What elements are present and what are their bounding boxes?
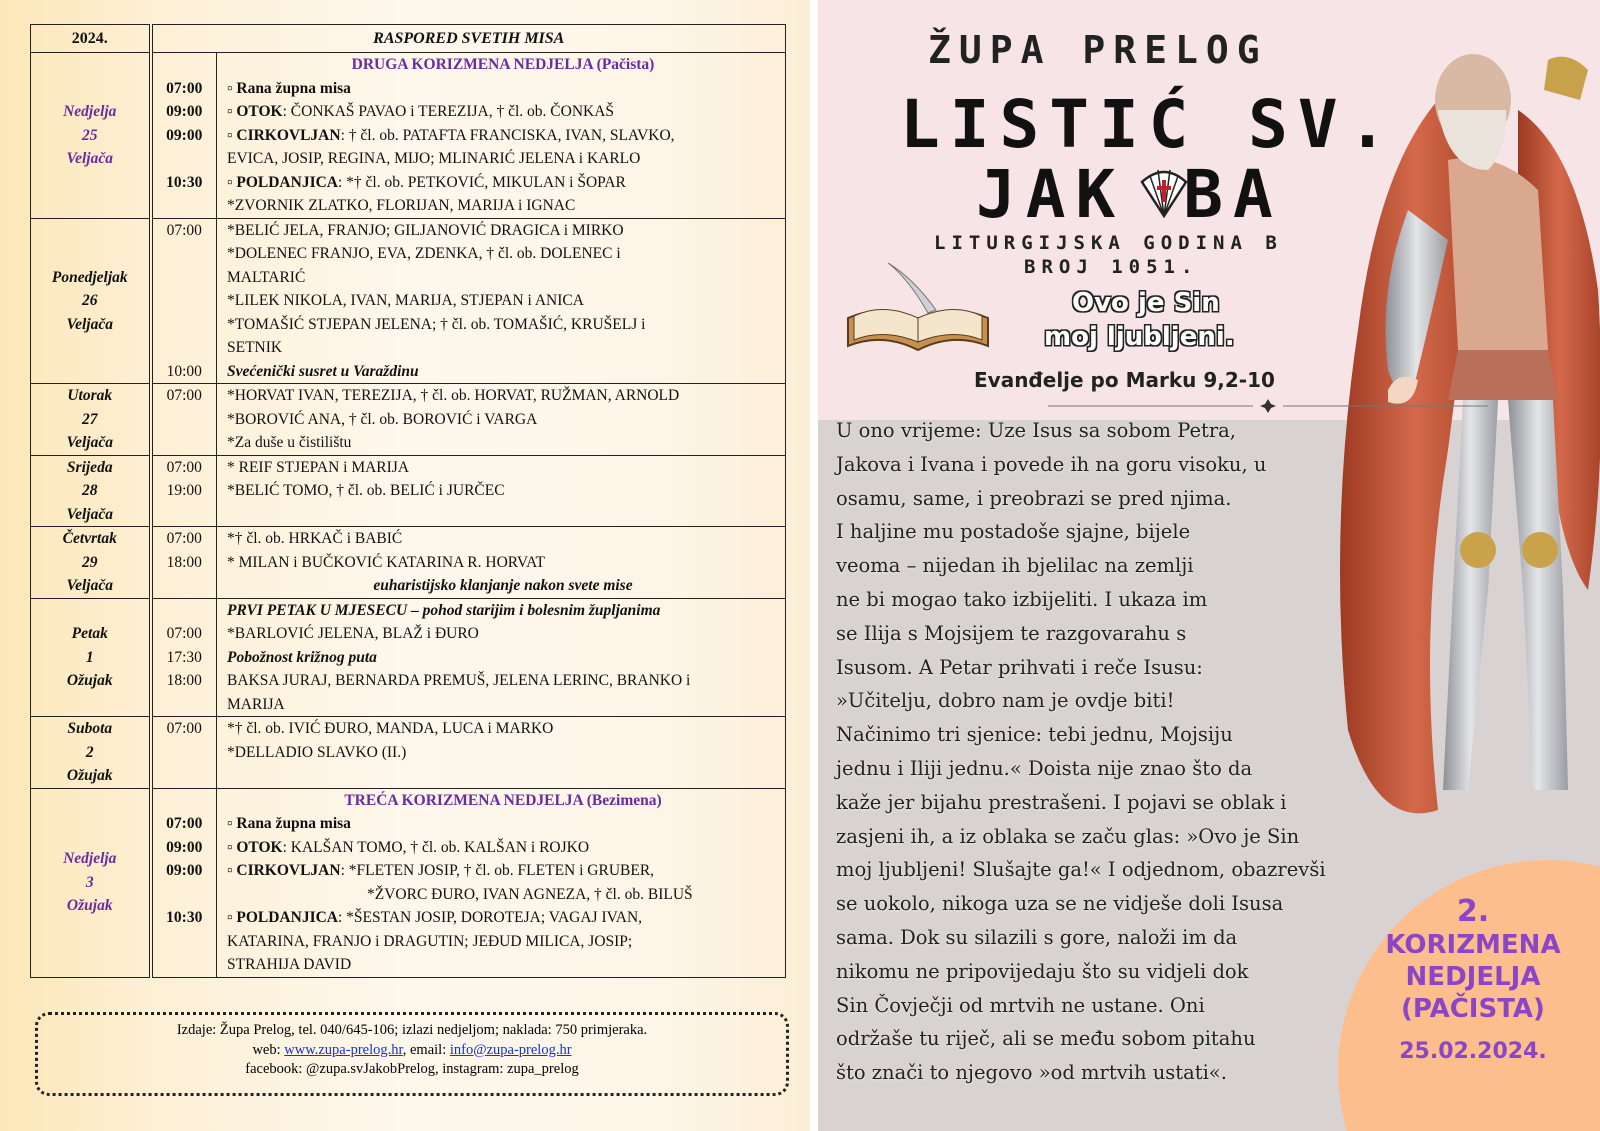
gospel-line: Jakova i Ivana i povede ih na goru visoku, u: [836, 452, 1267, 476]
chapel-name: ▫ CIRKOVLJAN: [227, 126, 341, 144]
schedule-day-row: [31, 788, 786, 977]
day-cell: [31, 598, 151, 717]
gospel-line: održaše tu riječ, ali se među sobom pitahu: [836, 1027, 1256, 1051]
intention-line: *† čl. ob. HRKAČ i BABIĆ: [227, 530, 403, 547]
footer-social-line: facebook: @zupa.svJakobPrelog, instagram: zupa_prelog: [245, 1061, 579, 1077]
email-link[interactable]: info@zupa-prelog.hr: [449, 1041, 572, 1058]
intention-line: SETNIK: [227, 339, 283, 356]
day-day: Nedjelja: [63, 103, 117, 120]
schedule-day-row: [31, 598, 786, 717]
gospel-reference: Evanđelje po Marku 9,2-10: [974, 368, 1275, 392]
intention-line: *Za duše u čistilištu: [227, 434, 352, 451]
schedule-day-row: [31, 717, 786, 789]
mass-time: 09:00: [166, 838, 203, 856]
mass-time: [153, 266, 217, 290]
intention-line: euharistijsko klanjanje nakon svete mise: [373, 577, 633, 594]
schedule-heading: RASPORED SVETIH MISA: [151, 25, 786, 53]
mass-time: [153, 741, 217, 765]
intention-line: ▫ CIRKOVLJAN: † čl. ob. PATAFTA FRANCISKA, IVAN, SLAVKO,: [227, 126, 675, 144]
gospel-line: moj ljubljeni! Slušajte ga!« I odjednom, obazrevši: [836, 858, 1326, 882]
day-num: 3: [85, 873, 94, 891]
day-cell: [31, 53, 151, 219]
open-book-quill-icon: [838, 258, 998, 363]
intention-line: ▫ Rana župna misa: [227, 815, 351, 832]
intention-line: BAKSA JURAJ, BERNARDA PREMUŠ, JELENA LERINC, BRANKO i: [227, 672, 691, 689]
day-month: Veljača: [66, 434, 113, 451]
schedule-day-row: [31, 53, 786, 219]
publisher-footer: [35, 1012, 789, 1096]
sunday-title: DRUGA KORIZMENA NEDJELJA (Pačista): [351, 56, 655, 73]
intention-line: *LILEK NIKOLA, IVAN, MARIJA, STJEPAN i ANICA: [227, 292, 584, 309]
intention-line: Svećenički susret u Varaždinu: [227, 362, 419, 380]
intentions-cell: [217, 788, 786, 977]
gospel-line: kaže jer bijahu prestrašeni. I pojavi se oblak i: [836, 790, 1287, 814]
intention-line: ▫ OTOK: ČONKAŠ PAVAO i TEREZIJA, † čl. ob. ČONKAŠ: [227, 103, 615, 120]
day-month: Ožujak: [66, 897, 113, 915]
mass-time: [153, 883, 217, 907]
day-month: Veljača: [66, 150, 113, 167]
day-day: Srijeda: [66, 458, 113, 476]
day-cell: [31, 788, 151, 977]
mass-time: [153, 147, 217, 171]
intention-line: KATARINA, FRANJO i DRAGUTIN; JEĐUD MILICA, JOSIP;: [227, 932, 633, 950]
mass-time: [153, 574, 217, 598]
cross-divider-icon: [1048, 398, 1488, 414]
footer-email-label: , email:: [402, 1041, 450, 1058]
mass-time: 07:00: [166, 221, 202, 239]
mass-time: [153, 53, 217, 77]
intention-line: [227, 764, 779, 788]
day-month: Ožujak: [66, 672, 113, 689]
intention-line: MALTARIĆ: [227, 268, 306, 286]
title-part-jak: JAK: [976, 156, 1126, 233]
gospel-line: sama. Dok su silazili s gore, naloži im da: [836, 925, 1238, 949]
schedule-day-row: [31, 455, 786, 527]
gospel-line: se Ilija s Mojsijem te razgovarahu s: [836, 621, 1187, 645]
issue-number: BROJ 1051.: [1024, 256, 1199, 278]
intentions-cell: [217, 527, 786, 599]
gospel-line: I haljine mu postadoše sjajne, bijele: [836, 520, 1191, 544]
gospel-line: ne bi mogao tako izbijeliti. I ukaza im: [836, 587, 1208, 611]
mass-time: [153, 693, 217, 717]
gospel-line: što znači to njegovo »od mrtvih ustati«.: [836, 1061, 1227, 1085]
chapel-name: ▫ CIRKOVLJAN: [227, 862, 341, 879]
mass-time: 10:30: [166, 909, 203, 926]
footer-web-label: web:: [252, 1041, 285, 1058]
sunday-badge: [1348, 895, 1598, 1067]
intention-line: ▫ Rana župna misa: [227, 79, 351, 97]
time-cell: [151, 717, 217, 789]
intention-line: EVICA, JOSIP, REGINA, MIJO; MLINARIĆ JELENA i KARLO: [227, 150, 641, 167]
mass-time: [153, 336, 217, 360]
mass-time: 07:00: [166, 458, 202, 476]
intention-line: ▫ CIRKOVLJAN: *FLETEN JOSIP, † čl. ob. FLETEN i GRUBER,: [227, 862, 655, 879]
intention-line: *HORVAT IVAN, TEREZIJA, † čl. ob. HORVAT, RUŽMAN, ARNOLD: [227, 387, 680, 404]
day-num: 29: [82, 553, 98, 571]
schedule-day-row: [31, 527, 786, 599]
time-cell: [151, 384, 217, 456]
mass-time: [153, 408, 217, 432]
mass-time: [153, 431, 217, 455]
intentions-cell: [217, 53, 786, 219]
day-month: Veljača: [66, 505, 113, 523]
day-day: Četvrtak: [62, 530, 117, 547]
day-month: Veljača: [66, 315, 113, 333]
intention-line: * REIF STJEPAN i MARIJA: [227, 458, 410, 476]
time-cell: [151, 218, 217, 384]
day-month: Veljača: [66, 577, 113, 594]
intention-line: MARIJA: [227, 695, 285, 713]
leaflet-title-line2: [976, 156, 1283, 233]
intentions-cell: [217, 384, 786, 456]
day-day: Utorak: [67, 387, 113, 404]
footer-contact-line: [38, 1041, 786, 1061]
intention-line: *ŽVORC ĐURO, IVAN AGNEZA, † čl. ob. BILUŠ: [367, 885, 693, 903]
mass-time: 18:00: [166, 553, 202, 571]
website-link[interactable]: www.zupa-prelog.hr: [284, 1041, 403, 1058]
quote-line2: moj ljubljeni.: [1044, 322, 1235, 352]
day-num: 2: [85, 743, 94, 761]
day-num: 27: [82, 410, 98, 428]
quote-line1: Ovo je Sin: [1072, 288, 1220, 318]
mass-time: 09:00: [166, 126, 203, 144]
mass-time: 09:00: [166, 103, 203, 120]
time-cell: [151, 53, 217, 219]
gospel-line: nikomu ne pripovijedaju što su vidjeli dok: [836, 959, 1249, 983]
mass-schedule-table: [30, 24, 786, 978]
day-cell: [31, 384, 151, 456]
intention-line: STRAHIJA DAVID: [227, 956, 352, 973]
year-cell: 2024.: [31, 25, 151, 53]
day-cell: [31, 218, 151, 384]
sunday-line2: NEDJELJA: [1405, 962, 1541, 992]
day-num: 1: [85, 648, 94, 666]
mass-time: [153, 953, 217, 977]
day-cell: [31, 717, 151, 789]
intention-line: *DELLADIO SLAVKO (II.): [227, 743, 407, 761]
parish-name: ŽUPA PRELOG: [928, 28, 1268, 72]
gospel-line: U ono vrijeme: Uze Isus sa sobom Petra,: [836, 419, 1237, 442]
chapel-name: ▫ OTOK: [227, 103, 283, 120]
mass-time: 07:00: [166, 625, 202, 642]
intentions-cell: [217, 218, 786, 384]
schedule-header-row: [31, 25, 786, 53]
leaflet-title-line1: LISTIĆ SV.: [900, 86, 1398, 163]
intention-line: *DOLENEC FRANJO, EVA, ZDENKA, † čl. ob. DOLENEC i: [227, 245, 621, 262]
cover-panel: [818, 0, 1600, 1131]
mass-time: [153, 242, 217, 266]
time-cell: [151, 598, 217, 717]
intention-line: PRVI PETAK U MJESECU – pohod starijim i bolesnim župljanima: [227, 601, 661, 619]
mass-time: [153, 764, 217, 788]
time-cell: [151, 788, 217, 977]
footer-publisher-line: Izdaje: Župa Prelog, tel. 040/645-106; izlazi nedjeljom; naklada: 750 primjeraka.: [176, 1022, 648, 1038]
schedule-day-row: [31, 218, 786, 384]
intention-line: ▫ OTOK: KALŠAN TOMO, † čl. ob. KALŠAN i ROJKO: [227, 838, 590, 856]
day-num: 26: [82, 292, 98, 309]
gospel-line: Isusom. A Petar prihvati i reče Isusu:: [836, 655, 1203, 679]
gospel-line: osamu, same, i preobrazi se pred njima.: [836, 486, 1232, 510]
liturgical-year: LITURGIJSKA GODINA B: [934, 232, 1283, 254]
intention-line: [227, 503, 779, 527]
intention-line: * MILAN i BUČKOVIĆ KATARINA R. HORVAT: [227, 553, 546, 571]
mass-time: 07:00: [166, 387, 202, 404]
day-cell: [31, 455, 151, 527]
mass-time: 07:00: [166, 79, 203, 97]
mass-time: [153, 194, 217, 218]
day-cell: [31, 527, 151, 599]
time-cell: [151, 527, 217, 599]
intentions-cell: [217, 598, 786, 717]
gospel-line: veoma – nijedan ih bjelilac na zemlji: [836, 554, 1194, 578]
time-cell: [151, 455, 217, 527]
sunday-line1: KORIZMENA: [1385, 930, 1561, 960]
chapel-name: ▫ POLDANJICA: [227, 173, 338, 191]
gospel-text: [836, 414, 1396, 1090]
intention-line: *BOROVIĆ ANA, † čl. ob. BOROVIĆ i VARGA: [227, 410, 538, 428]
intentions-cell: [217, 455, 786, 527]
mass-time: [153, 599, 217, 623]
intentions-cell: [217, 717, 786, 789]
mass-time: 18:00: [166, 672, 202, 689]
sunday-number: 2.: [1456, 894, 1490, 929]
intention-line: *BELIĆ TOMO, † čl. ob. BELIĆ i JURČEC: [227, 482, 505, 499]
day-day: Subota: [67, 720, 113, 737]
intention-line: *† čl. ob. IVIĆ ĐURO, MANDA, LUCA i MARKO: [227, 720, 554, 737]
mass-time: [153, 289, 217, 313]
intention-line: *BELIĆ JELA, FRANJO; GILJANOVIĆ DRAGICA i MIRKO: [227, 221, 624, 239]
day-day: Ponedjeljak: [51, 268, 128, 286]
mass-time: 17:30: [166, 648, 202, 666]
mass-time: 09:00: [166, 862, 203, 879]
mass-time: [153, 930, 217, 954]
day-num: 25: [82, 126, 98, 144]
scallop-shell-icon: [1134, 160, 1194, 220]
gospel-line: »Učitelju, dobro nam je ovdje biti!: [836, 689, 1175, 713]
mass-time: [153, 313, 217, 337]
sunday-line3: (PAČISTA): [1401, 994, 1545, 1024]
gospel-line: jednu i Iliji jednu.« Doista nije znao što da: [836, 756, 1253, 780]
chapel-name: ▫ OTOK: [227, 838, 283, 856]
mass-time: [153, 789, 217, 813]
mass-time: 07:00: [166, 720, 202, 737]
day-day: Nedjelja: [63, 850, 117, 868]
mass-time: [153, 503, 217, 527]
intention-line: *ZVORNIK ZLATKO, FLORIJAN, MARIJA i IGNAC: [227, 197, 576, 214]
gospel-line: se uokolo, nikoga uza se ne vidješe doli Isusa: [836, 892, 1284, 916]
mass-time: 07:00: [166, 530, 202, 547]
intention-line: *TOMAŠIĆ STJEPAN JELENA; † čl. ob. TOMAŠIĆ, KRUŠELJ i: [227, 315, 646, 333]
intention-line: Pobožnost križnog puta: [227, 648, 377, 666]
gospel-line: Sin Čovječji od mrtvih ne ustane. Oni: [836, 993, 1205, 1017]
gospel-line: Načinimo tri sjenice: tebi jednu, Mojsiju: [836, 723, 1233, 747]
title-part-ba: BA: [1183, 156, 1283, 233]
intention-line: ▫ POLDANJICA: *ŠESTAN JOSIP, DOROTEJA; VAGAJ IVAN,: [227, 909, 643, 926]
gospel-line: zasjeni ih, a iz oblaka se začu glas: »Ovo je Sin: [836, 824, 1300, 848]
mass-time: 19:00: [166, 482, 202, 499]
day-month: Ožujak: [66, 767, 113, 784]
day-num: 28: [82, 482, 98, 499]
mass-time: 10:00: [166, 362, 202, 380]
sunday-title: TREĆA KORIZMENA NEDJELJA (Bezimena): [344, 791, 662, 809]
mass-time: 10:30: [166, 173, 203, 191]
intention-line: ▫ POLDANJICA: *† čl. ob. PETKOVIĆ, MIKULAN i ŠOPAR: [227, 173, 626, 191]
sunday-date: 25.02.2024.: [1399, 1039, 1547, 1064]
mass-time: 07:00: [166, 815, 203, 832]
schedule-day-row: [31, 384, 786, 456]
day-day: Petak: [71, 625, 108, 642]
intention-line: *BARLOVIĆ JELENA, BLAŽ i ĐURO: [227, 625, 479, 642]
chapel-name: ▫ POLDANJICA: [227, 909, 338, 926]
